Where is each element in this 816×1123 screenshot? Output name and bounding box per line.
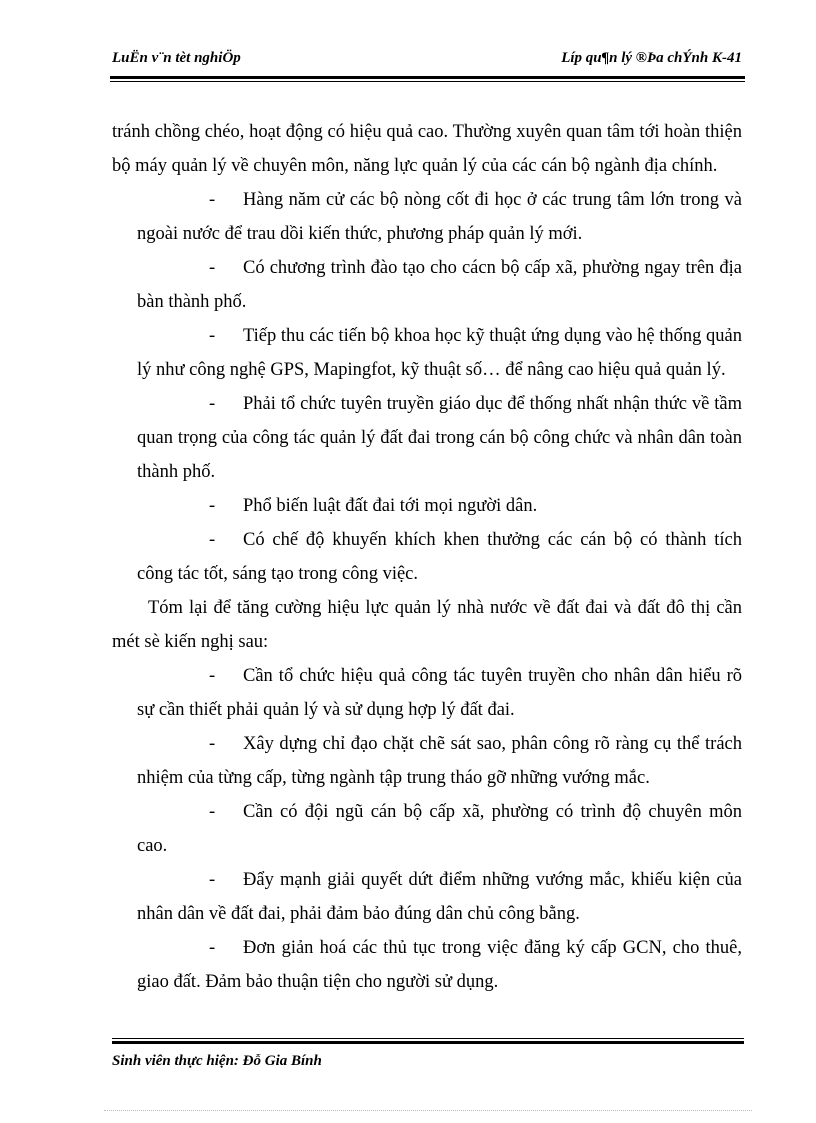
bullet-text: Cần có đội ngũ cán bộ cấp xã, phường có trình độ chuyên môn cao. bbox=[137, 802, 742, 856]
bullet-item bbox=[112, 931, 742, 999]
bullet-dash: - bbox=[209, 734, 216, 754]
bullet-item bbox=[112, 863, 742, 931]
bullet-item bbox=[112, 183, 742, 251]
bullet-item bbox=[112, 795, 742, 863]
bullet-item bbox=[112, 523, 742, 591]
bullet-text: Cần tổ chức hiệu quả công tác tuyên truyền cho nhân dân hiểu rõ sự cần thiết phải quản lý và sử dụng hợp lý đất đai. bbox=[137, 666, 742, 720]
bullet-dash: - bbox=[209, 530, 216, 550]
header-class-label: Líp qu¶n lý ®Þa chÝnh K-41 bbox=[561, 50, 742, 66]
bullet-dash: - bbox=[209, 870, 216, 890]
bullet-dash: - bbox=[209, 802, 216, 822]
bullet-dash: - bbox=[209, 190, 216, 210]
summary-paragraph: Tóm lại để tăng cường hiệu lực quản lý nhà nước về đất đai và đất đô thị cần mét sè kiến nghị sau: bbox=[112, 598, 742, 652]
header-thesis-label: LuËn v¨n tèt nghiÖp bbox=[112, 50, 241, 66]
bullet-text: Phổ biến luật đất đai tới mọi người dân. bbox=[243, 496, 538, 516]
bullet-dash: - bbox=[209, 496, 216, 516]
bullet-dash: - bbox=[209, 938, 216, 958]
page-header bbox=[112, 50, 742, 72]
document-body bbox=[112, 115, 742, 999]
bullet-text: Có chương trình đào tạo cho cácn bộ cấp xã, phường ngay trên địa bàn thành phố. bbox=[137, 258, 742, 312]
bullet-item bbox=[112, 727, 742, 795]
bullet-item bbox=[112, 489, 742, 523]
bullet-text: Hàng năm cử các bộ nòng cốt đi học ở các trung tâm lớn trong và ngoài nước để trau dồi kiến thức, phương pháp quản lý mới. bbox=[137, 190, 742, 244]
bullet-dash: - bbox=[209, 326, 216, 346]
bullet-dash: - bbox=[209, 394, 216, 414]
footer-rule-thin bbox=[112, 1038, 744, 1039]
intro-paragraph: tránh chồng chéo, hoạt động có hiệu quả cao. Thường xuyên quan tâm tới hoàn thiện bộ máy quản lý về chuyên môn, năng lực quản lý của các cán bộ ngành địa chính. bbox=[112, 122, 742, 176]
bullet-text: Xây dựng chỉ đạo chặt chẽ sát sao, phân công rõ ràng cụ thể trách nhiệm của từng cấp, từng ngành tập trung tháo gỡ những vướng mắc. bbox=[137, 734, 742, 788]
bullet-text: Phải tổ chức tuyên truyền giáo dục để thống nhất nhận thức về tầm quan trọng của công tác quản lý đất đai trong cán bộ công chức và nhân dân toàn thành phố. bbox=[137, 394, 742, 482]
page-bottom-divider bbox=[104, 1110, 752, 1111]
page-footer: Sinh viên thực hiện: Đỗ Gia Bính bbox=[112, 1053, 322, 1069]
bullet-item bbox=[112, 659, 742, 727]
bullet-text: Tiếp thu các tiến bộ khoa học kỹ thuật ứng dụng vào hệ thống quản lý như công nghệ GPS, Mapingfot, kỹ thuật số… để nâng cao hiệu quả quản lý. bbox=[137, 326, 742, 380]
header-rule-thick bbox=[110, 76, 745, 79]
bullet-item bbox=[112, 251, 742, 319]
bullet-dash: - bbox=[209, 666, 216, 686]
bullet-text: Đơn giản hoá các thủ tục trong việc đăng ký cấp GCN, cho thuê, giao đất. Đảm bảo thuận tiện cho người sử dụng. bbox=[137, 938, 742, 992]
footer-rule-thick bbox=[112, 1041, 744, 1044]
bullet-item bbox=[112, 319, 742, 387]
bullet-text: Có chế độ khuyến khích khen thưởng các cán bộ có thành tích công tác tốt, sáng tạo trong công việc. bbox=[137, 530, 742, 584]
bullet-dash: - bbox=[209, 258, 216, 278]
bullet-item bbox=[112, 387, 742, 489]
header-rule-thin bbox=[110, 81, 745, 82]
bullet-text: Đẩy mạnh giải quyết dứt điểm những vướng mắc, khiếu kiện của nhân dân về đất đai, phải đảm bảo đúng dân chủ công bằng. bbox=[137, 870, 742, 924]
